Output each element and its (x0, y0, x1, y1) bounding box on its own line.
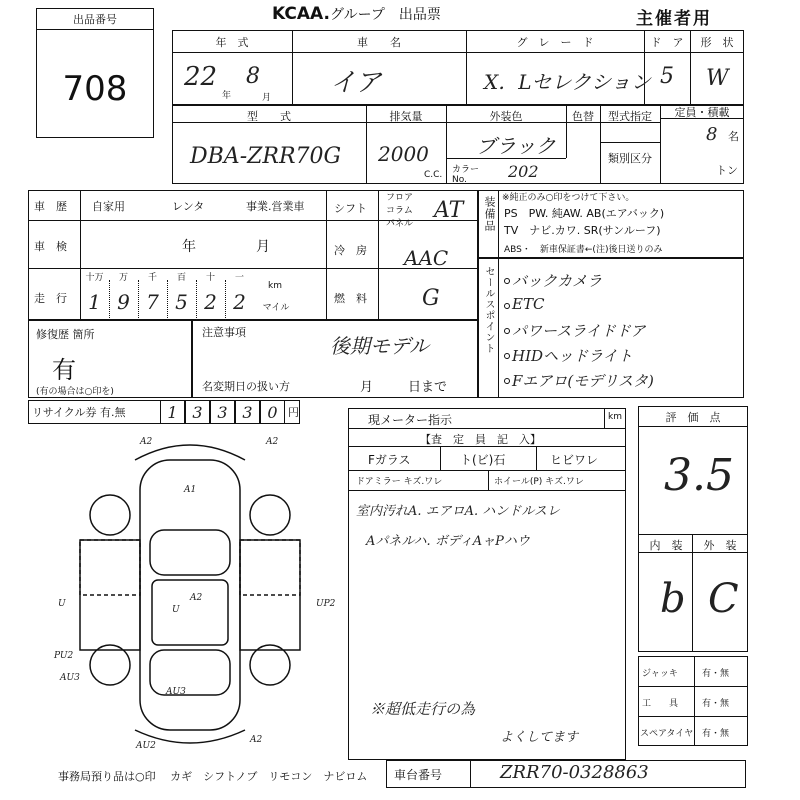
load-unit: トン (716, 164, 738, 177)
mileage-unit-1: 万 (118, 273, 128, 283)
selling-point-3: HIDヘッドライト (512, 347, 633, 365)
comment-1: 室内汚れA. エアロA. ハンドルスレ (356, 504, 560, 519)
rear-left-wheel (90, 645, 130, 685)
right-front-door (240, 540, 300, 595)
grade-score: 3.5 (664, 450, 734, 501)
wheel-label-text: ホイール(P) (494, 477, 543, 487)
displacement-value: 2000 (378, 142, 429, 166)
inspector-label: 【査 定 員 記 入】 (420, 433, 541, 446)
front-bumper (135, 445, 245, 460)
color-no-label: カラー No. (452, 165, 480, 185)
history-option-1: レンタ (172, 200, 205, 213)
history-option-0: 自家用 (92, 200, 125, 213)
rear-right-wheel (250, 645, 290, 685)
equipment-line-1: PS PW. 純AW. AB(エアバック) (504, 207, 665, 220)
ac-label: 冷 房 (334, 244, 367, 257)
damage-mark-2: A2 (266, 437, 279, 447)
mileage-digit-2: 7 (146, 290, 159, 314)
capacity-value: 8 (706, 124, 718, 145)
mileage-label: 走 行 (34, 292, 67, 305)
door-label: ド ア (650, 36, 684, 49)
front-left-wheel (90, 495, 130, 535)
rear-window (150, 650, 230, 695)
category-label: 類別区分 (608, 152, 652, 165)
lot-number-label: 出品番号 (36, 8, 154, 30)
car-name-value: イア (330, 68, 382, 98)
grade-value: X．Lセレクション (484, 70, 651, 94)
damage-mark-6: UP2 (316, 599, 336, 609)
km-label: km (268, 281, 282, 291)
front-right-wheel (250, 495, 290, 535)
year-label: 年 式 (215, 36, 249, 49)
selling-point-bullet-4 (504, 378, 510, 384)
mirror-label (356, 474, 442, 487)
model-value: DBA-ZRR70G (190, 144, 342, 169)
damage-mark-0: A2 (140, 437, 153, 447)
equipment-note: ※純正のみ○印をつけて下さい。 (502, 193, 635, 203)
stone-label: ト(ビ)石 (460, 453, 506, 467)
org-name: KCAA. (272, 4, 330, 24)
interior-label: 内 装 (649, 539, 683, 552)
spare-label: スペアタイヤ (640, 729, 694, 739)
grade-label: グ レ ー ド (516, 36, 594, 49)
recycle-digit-4: 0 (260, 400, 285, 424)
inspection-label: 車 検 (34, 240, 67, 253)
tools-option: 有・無 (702, 699, 730, 709)
shift-option-1: コラム (386, 206, 413, 216)
equipment-line-2: TV ナビ.カワ. SR(サンルーフ) (504, 224, 661, 237)
mileage-digit-5: 2 (233, 290, 246, 314)
mileage-digit-0: 1 (88, 290, 101, 314)
mirror-options: キズ.ワレ (403, 477, 443, 487)
repair-note: (有の場合は○印を) (36, 387, 114, 397)
mileage-digit-4: 2 (204, 290, 217, 314)
year-unit: 年 (222, 91, 232, 101)
selling-point-bullet-1 (504, 303, 510, 309)
left-front-door (80, 540, 140, 595)
selling-point-0: バックカメラ (512, 272, 603, 290)
right-side-panel (240, 540, 300, 650)
shift-value: AT (434, 198, 464, 223)
selling-point-bullet-2 (504, 328, 510, 334)
recycle-digit-3: 3 (235, 400, 260, 424)
recycle-unit: 円 (288, 406, 299, 419)
crack-label: ヒビワレ (550, 453, 599, 467)
mileage-digit-3: 5 (175, 290, 188, 314)
selling-point-bullet-3 (504, 353, 510, 359)
selling-point-4: Fエアロ(モデリスタ) (512, 372, 654, 390)
damage-mark-11: A2 (250, 735, 263, 745)
model-label: 型 式 (247, 110, 291, 123)
damage-mark-10: AU2 (136, 741, 156, 751)
roof (152, 580, 228, 645)
mirror-label-text: ドアミラー (356, 477, 401, 487)
damage-mark-4: A2 (190, 593, 203, 603)
mileage-unit-0: 十万 (85, 273, 104, 283)
transfer-month: 月 (360, 380, 374, 395)
repair-label: 修復歴 箇所 (36, 328, 95, 341)
shape-value: W (706, 66, 729, 91)
fuel-value: G (422, 286, 440, 311)
selling-point-2: パワースライドドア (512, 322, 646, 340)
damage-mark-9: AU3 (166, 687, 186, 697)
shift-option-2: パネル (386, 219, 414, 229)
lot-number-value: 708 (62, 69, 128, 109)
meter-label: 現メーター指示 (368, 413, 453, 427)
history-label: 車 歴 (34, 200, 67, 213)
jack-label: ジャッキ (642, 669, 678, 679)
chassis-label: 車台番号 (394, 768, 443, 782)
equipment-label: 装備品 (483, 196, 496, 232)
car-name-label: 車 名 (357, 36, 401, 49)
damage-mark-7: PU2 (54, 651, 74, 661)
shift-label: シフト (334, 202, 367, 215)
ac-value: AAC (404, 246, 449, 270)
meter-unit: km (608, 412, 622, 422)
chassis-value: ZRR70-0328863 (500, 762, 649, 783)
door-value: 5 (660, 64, 674, 89)
recycle-digit-0: 1 (160, 400, 185, 424)
repair-value: 有 (52, 356, 76, 384)
recycle-status: 有.無 (99, 406, 126, 419)
damage-mark-5: U (172, 605, 180, 615)
tools-label: 工 具 (642, 699, 679, 709)
mile-label: マイル (262, 302, 290, 313)
jack-option: 有・無 (702, 669, 730, 679)
year-value: 22 (184, 62, 218, 92)
fuel-label: 燃 料 (334, 292, 367, 305)
shape-label: 形 状 (700, 36, 734, 49)
inspection-month: 月 (256, 239, 270, 255)
color-label: 外装色 (489, 110, 523, 123)
exterior-label: 外 装 (703, 539, 737, 552)
recycle-digit-1: 3 (185, 400, 210, 424)
organizer-use: 主催者用 (636, 9, 712, 29)
org-suffix: グループ 出品票 (329, 7, 441, 23)
windshield (150, 530, 230, 575)
wheel-label (494, 474, 584, 487)
displacement-label: 排気量 (389, 110, 423, 123)
model-designation-label: 型式指定 (608, 110, 652, 123)
grade-label: 評 価 点 (665, 411, 721, 424)
capacity-unit: 名 (728, 130, 739, 143)
comment-4: よくしてます (500, 730, 579, 745)
recycle-label-text: リサイクル券 (32, 406, 97, 419)
office-items: 事務局預り品は○印 カギ シフトノブ リモコン ナビロム (58, 770, 368, 783)
mileage-unit-5: 一 (234, 273, 244, 283)
recycle-digit-2: 3 (210, 400, 235, 424)
recycle-label (32, 404, 125, 420)
selling-point-1: ETC (512, 295, 545, 313)
spare-option: 有・無 (702, 729, 730, 739)
f-glass-label: Fガラス (368, 453, 411, 467)
mileage-digit-1: 9 (117, 290, 130, 314)
transfer-day: 日まで (408, 380, 448, 395)
shift-option-0: フロア (386, 193, 414, 203)
equipment-line-3: ABS・ 新車保証書←(注)後日送りのみ (504, 245, 663, 255)
wheel-options: キズ.ワレ (545, 477, 584, 487)
month-unit: 月 (262, 93, 272, 103)
exterior-value: C (708, 576, 739, 622)
damage-mark-3: U (58, 599, 66, 609)
notes-value: 後期モデル (330, 334, 429, 358)
notes-label: 注意事項 (202, 326, 246, 339)
mileage-unit-2: 千 (147, 273, 157, 283)
mileage-unit-4: 十 (205, 273, 215, 283)
left-side-panel (80, 540, 140, 650)
interior-value: b (660, 576, 686, 622)
lot-number-box (36, 8, 154, 138)
displacement-unit: C.C. (424, 170, 443, 180)
capacity-label: 定員・積載 (674, 106, 730, 119)
color-value: ブラック (476, 134, 556, 158)
damage-mark-1: A1 (184, 485, 197, 495)
damage-mark-8: AU3 (60, 673, 80, 683)
mileage-unit-3: 百 (176, 273, 186, 283)
month-value: 8 (246, 64, 260, 89)
color-no-value: 202 (508, 162, 539, 181)
comment-3: ※超低走行の為 (370, 700, 476, 718)
comment-2: Aパネルハ. ボディAャPハウ (366, 534, 530, 549)
history-option-2: 事業.営業車 (246, 200, 305, 213)
inspection-year: 年 (182, 239, 196, 255)
selling-point-bullet-0 (504, 278, 510, 284)
car-diagram (40, 430, 340, 760)
header-org (272, 4, 441, 24)
selling-points-label: セールスポイント (483, 266, 494, 354)
color-change-label: 色替 (572, 110, 594, 123)
transfer-label: 名変期日の扱い方 (202, 380, 290, 393)
